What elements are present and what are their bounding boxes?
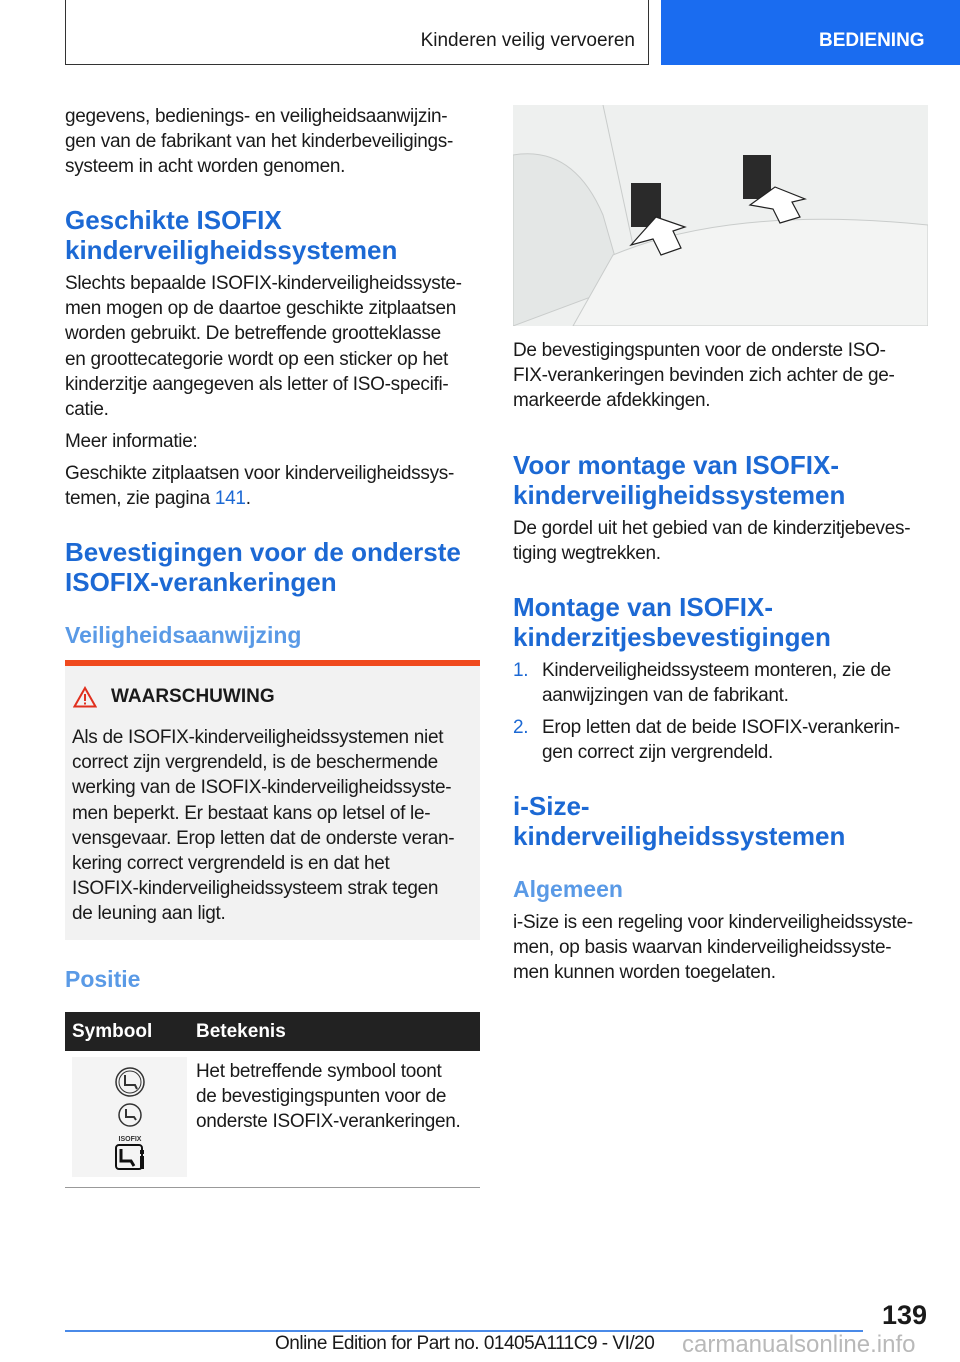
step-text <box>542 715 900 765</box>
more-info-label: Meer informatie: <box>65 431 198 452</box>
text-line: gen van de fabrikant van het kinderbeveiligings- <box>65 131 454 153</box>
isofix-anchor-illustration <box>513 105 928 326</box>
paragraph-geschikt <box>65 271 462 422</box>
text-line: kinderveiligheidssystemen <box>513 480 846 510</box>
heading-positie: Positie <box>65 966 141 992</box>
step-number: 2. <box>513 717 529 738</box>
text-line: Voor montage van ISOFIX- <box>513 450 840 480</box>
column-header-betekenis: Betekenis <box>196 1021 286 1042</box>
text-line: tiging wegtrekken. <box>513 543 661 565</box>
reference-paragraph <box>65 461 454 511</box>
text-line: werking van de ISOFIX-kinderveiligheidssyste- <box>72 777 452 799</box>
text-line: correct zijn vergrendeld, is de beschermende <box>72 752 438 774</box>
text-line: worden gebruikt. De betreffende grootteklasse <box>65 323 441 345</box>
text-line: ISOFIX-verankeringen <box>65 567 337 597</box>
heading-isize <box>513 791 845 851</box>
text-line: Slechts bepaalde ISOFIX-kinderveiligheidssyste- <box>65 273 462 294</box>
text-line: onderste ISOFIX-verankeringen. <box>196 1111 461 1133</box>
column-header-symbool: Symbool <box>72 1021 153 1042</box>
illustration-caption <box>513 338 895 414</box>
edition-text: Online Edition for Part no. 01405A111C9 - VI/20 <box>275 1333 655 1354</box>
intro-paragraph <box>65 104 453 180</box>
text-line: Als de ISOFIX-kinderveiligheidssystemen niet <box>72 727 444 748</box>
text-line: men kunnen worden toegelaten. <box>513 962 776 984</box>
text-line: men beperkt. Er bestaat kans op letsel of le- <box>72 802 431 824</box>
section-tab[interactable]: BEDIENING <box>661 0 960 65</box>
text-line: Geschikte ISOFIX <box>65 205 282 235</box>
text-line: Bevestigingen voor de onderste <box>65 537 461 567</box>
heading-voor-montage <box>513 450 845 510</box>
warning-title: WAARSCHUWING <box>111 686 275 707</box>
reference-line: Geschikte zitplaatsen voor kinderveiligheidssys- <box>65 463 455 484</box>
text-line: de bevestigingspunten voor de <box>196 1086 447 1108</box>
paragraph-algemeen <box>513 910 913 986</box>
text-line: FIX-verankeringen bevinden zich achter de ge- <box>513 365 895 387</box>
isofix-seat-icon <box>72 1057 187 1177</box>
text-line: i-Size is een regeling voor kinderveiligheidssyste- <box>513 912 913 933</box>
text-line: men mogen op de daartoe geschikte zitplaatsen <box>65 298 457 320</box>
text-line: aanwijzingen van de fabrikant. <box>542 685 789 707</box>
reference-end: . <box>245 488 251 510</box>
text-line: Erop letten dat de beide ISOFIX-verankerin- <box>542 717 900 738</box>
text-line: systeem in acht worden genomen. <box>65 156 346 178</box>
heading-bevestigingen <box>65 537 461 597</box>
text-line: catie. <box>65 399 109 421</box>
text-line: markeerde afdekkingen. <box>513 390 711 412</box>
text-line: en groottecategorie wordt op een sticker op het <box>65 348 449 370</box>
heading-veiligheidsaanwijzing: Veiligheidsaanwijzing <box>65 622 302 648</box>
text-line: De gordel uit het gebied van de kinderzitjebeves- <box>513 518 911 539</box>
watermark: carmanualsonline.info <box>682 1331 916 1358</box>
heading-geschikt <box>65 205 397 265</box>
text-line: Montage van ISOFIX- <box>513 592 774 622</box>
text-line: kinderzitje aangegeven als letter of ISO-specifi- <box>65 373 449 395</box>
header-title: Kinderen veilig vervoeren <box>420 30 635 51</box>
text-line: gen correct zijn vergrendeld. <box>542 742 774 764</box>
text-line: kinderveiligheidssystemen <box>65 235 398 265</box>
text-line: kinderzitjesbevestigingen <box>513 622 831 652</box>
text-line: i-Size- <box>513 791 590 821</box>
text-line: Het betreffende symbool toont <box>196 1061 442 1082</box>
reference-text: temen, zie pagina <box>65 488 215 510</box>
page-link[interactable]: 141 <box>214 488 246 510</box>
text-line: vensgevaar. Erop letten dat de onderste veran- <box>72 827 455 849</box>
paragraph-voor-montage <box>513 516 910 566</box>
warning-text <box>72 725 454 927</box>
table-header <box>65 1012 480 1051</box>
heading-montage <box>513 592 831 652</box>
symbol-meaning <box>196 1059 461 1135</box>
text-line: de leuning aan ligt. <box>72 903 226 925</box>
isofix-symbol-cell <box>72 1057 187 1177</box>
text-line: De bevestigingspunten voor de onderste ISO- <box>513 340 886 361</box>
text-line: men, op basis waarvan kinderveiligheidssyste- <box>513 937 892 959</box>
text-line: kinderveiligheidssystemen <box>513 821 846 851</box>
isofix-icon-label: ISOFIX <box>118 1136 142 1143</box>
table-row <box>65 1051 480 1188</box>
step-text <box>542 658 891 708</box>
text-line: kering correct vergrendeld is en dat het <box>72 853 390 875</box>
text-line: gegevens, bedienings- en veiligheidsaanwijzin- <box>65 106 448 127</box>
warning-triangle-icon <box>73 686 97 708</box>
text-line: Kinderveiligheidssysteem monteren, zie de <box>542 660 891 681</box>
page-number: 139 <box>881 1300 927 1330</box>
step-number: 1. <box>513 660 529 681</box>
seat-illustration <box>513 105 928 326</box>
warning-box <box>65 660 480 940</box>
text-line: ISOFIX-kinderveiligheidssysteem strak tegen <box>72 878 439 900</box>
heading-algemeen: Algemeen <box>513 876 623 902</box>
